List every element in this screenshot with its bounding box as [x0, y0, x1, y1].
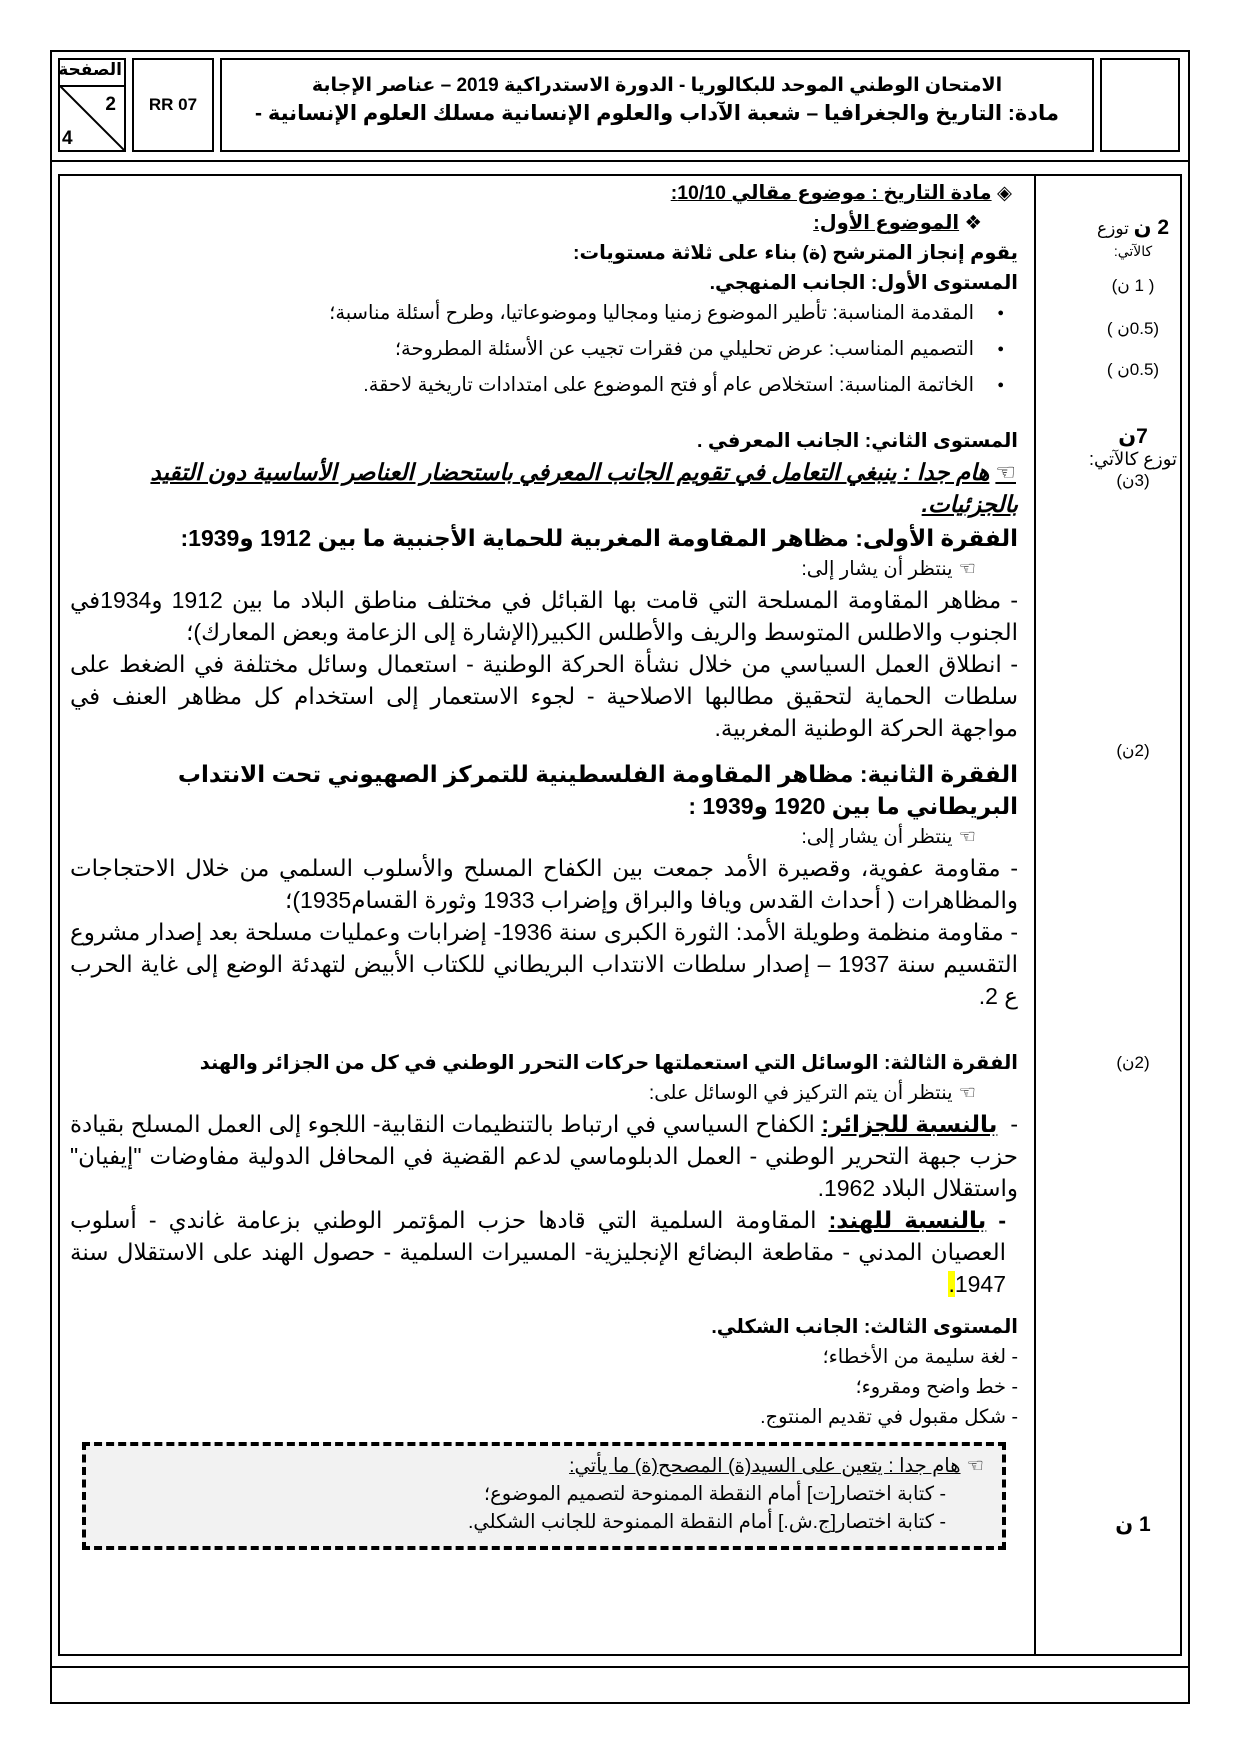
page-number-box — [58, 58, 126, 152]
subject-heading: مادة التاريخ : موضوع مقالي 10/10: — [670, 182, 992, 204]
algeria-text: الكفاح السياسي في ارتباط بالتنظيمات النقابية- اللجوء إلى العمل المسلح بقيادة حزب جبهة التحرير الوطني - العمل الدبلوماسي لدعم القضية في المحافل الدولية مفاوضات "إيفيان" واستقلال البلاد 1962. — [70, 1111, 1018, 1201]
list-item: ● التصميم المناسب: عرض تحليلي من فقرات تجيب عن الأسئلة المطروحة؛ — [70, 334, 974, 364]
exam-header — [52, 52, 1188, 162]
points-level1: 2 ن توزع كالآتي: — [1096, 216, 1170, 259]
important-note: هام جدا : ينبغي التعامل في تقويم الجانب المعرفي باستحضار العناصر الأساسية دون التقيد بالجزئيات. — [150, 459, 1018, 517]
answer-content: ◈ مادة التاريخ : موضوع مقالي 10/10: ❖ الموضوع الأول: يقوم إنجاز المترشح (ة) بناء على ثلاثة مستويات: المستوى الأول: الجانب المنهجي. ● المقدمة المناسبة: تأطير الموضوع زمنيا ومجاليا وموضوعاتيا، وطرح أسئلة مناسبة؛ ● التصميم المناسب: عرض تحليلي من فقرات تجيب عن الأسئلة المطروحة؛ ● الخاتمة المناسبة: استخلاص عام أو فتح الموضوع على امتدادات تاريخية لاحقة. المستوى الثاني: الجانب المعرفي . ☜هام جدا : ينبغي التعامل في تقويم الجانب المعرفي باستحضار العناصر الأساسية دون التقيد بالجزئيات. الفقرة الأولى: مظاهر المقاومة المغربية للحماية الأجنبية ما بين 1912 و1939: ☜ينتظر أن يشار إلى: - مظاهر المقاومة المسلحة التي قامت بها القبائل في مختلف مناطق البلاد ما بين 1912 و1934في الجنوب والاطلس المتوسط والريف والأطلس الكبير(الإشارة إلى الزعامة وبعض المعارك)؛ - انطلاق العمل السياسي من خلال نشأة الحركة الوطنية - استعمال وسائل مختلفة في الضغط على سلطات الحماية لتحقيق مطالبها الاصلاحية - لجوء الاستعمار إلى استخدام كل مظاهر العنف في مواجهة الحركة الوطنية المغربية. الفقرة الثانية: مظاهر المقاومة الفلسطينية للتمركز الصهيوني تحت الانتداب البريطاني ما بين 1920 و1939 : ☜ينتظر أن يشار إلى: - مقاومة عفوية، وقصيرة الأمد جمعت بين الكفاح المسلح والأسلوب السلمي من خلال الاحتجاجات والمظاهرات ( أحداث القدس ويافا والبراق وإضراب 1933 وثورة القسام1935)؛ - مقاومة منظمة وطويلة الأمد: الثورة الكبرى سنة 1936- إضرابات وعمليات مسلحة بعد إصدار مشروع التقسيم سنة 1937 – إصدار سلطات الانتداب البريطاني للكتاب الأبيض لتهدئة الوضع إلى غاية الحرب ع 2. الفقرة الثالثة: الوسائل التي استعملتها حركات التحرر الوطني في كل من الجزائر والهند ☜ينتظر أن يتم التركيز في الوسائل على: - بالنسبة للجزائر: الكفاح السياسي في ارتباط بالتنظيمات النقابية- اللجوء إلى العمل المسلح بقيادة حزب جبهة التحرير الوطني - العمل الدبلوماسي لدعم القضية في المحافل الدولية مفاوضات "إيفيان" واستقلال البلاد 1962. - بالنسبة للهند: المقاومة السلمية التي قادها حزب المؤتمر الوطني بزعامة غاندي - أسلوب العصيان المدني - مقاطعة البضائع الإنجليزية- المسيرات السلمية - حصول الهند على الاستقلال سنة 1947. المستوى الثالث: الجانب الشكلي. - لغة سليمة من الأخطاء؛ - خط واضح ومقروء؛ - شكل مقبول في تقديم المنتوج. ☜هام جدا : يتعين على السيد(ة) المصحح(ة) ما يأتي: - كتابة اختصار[ت] أمام النقطة الممنوحة لتصميم الموضوع؛ - كتابة اختصار[ج.ش.] أمام النقطة الممنوحة للجانب الشكلي. — [70, 178, 1018, 1550]
points-para2: (2ن) — [1116, 741, 1150, 760]
pointing-hand-icon: ☜ — [958, 826, 976, 848]
para2-text2: - مقاومة منظمة وطويلة الأمد: الثورة الكبرى سنة 1936- إضرابات وعمليات مسلحة بعد إصدار مشروع التقسيم سنة 1937 – إصدار سلطات الانتداب البريطاني للكتاب الأبيض لتهدئة الوضع إلى غاية الحرب ع 2. — [70, 919, 1018, 1009]
level1-heading: المستوى الأول: الجانب المنهجي. — [709, 272, 1018, 294]
para2-expect: ينتظر أن يشار إلى: — [801, 826, 953, 848]
india-text: المقاومة السلمية التي قادها حزب المؤتمر الوطني بزعامة غاندي - أسلوب العصيان المدني - مقاطعة البضائع الإنجليزية- المسيرات السلمية - حصول الهند على الاستقلال سنة 1947 — [70, 1207, 1006, 1297]
exam-title-line2: - مادة: التاريخ والجغرافيا – شعبة الآداب والعلوم الإنسانية مسلك العلوم الإنسانية — [255, 102, 1059, 125]
para2-text1: - مقاومة عفوية، وقصيرة الأمد جمعت بين الكفاح المسلح والأسلوب السلمي من خلال الاحتجاجات والمظاهرات ( أحداث القدس ويافا والبراق وإضراب 1933 وثورة القسام1935)؛ — [70, 855, 1018, 913]
page-number: 2 — [105, 94, 116, 115]
exam-code: RR 07 — [132, 58, 214, 152]
points-para3: (2ن) — [1116, 1053, 1150, 1072]
para1-text1: - مظاهر المقاومة المسلحة التي قامت بها القبائل في مختلف مناطق البلاد ما بين 1912 و1934في الجنوب والاطلس المتوسط والريف والأطلس الكبير(الإشارة إلى الزعامة وبعض المعارك)؛ — [70, 587, 1018, 645]
exam-title-line1: الامتحان الوطني الموحد للبكالوريا - الدورة الاستدراكية 2019 – عناصر الإجابة — [311, 75, 1003, 96]
para2-heading: الفقرة الثانية: مظاهر المقاومة الفلسطينية للتمركز الصهيوني تحت الانتداب البريطاني ما بين 1920 و1939 : — [177, 761, 1018, 819]
para3-heading: الفقرة الثالثة: الوسائل التي استعملتها حركات التحرر الوطني في كل من الجزائر والهند — [199, 1052, 1018, 1074]
para3-expect: ينتظر أن يتم التركيز في الوسائل على: — [648, 1082, 953, 1104]
empty-box — [1100, 58, 1180, 152]
points-intro: ( 1 ن) — [1111, 276, 1155, 295]
diamond-bullet-icon: ◈ — [997, 182, 1012, 204]
list-item: - شكل مقبول في تقديم المنتوج. — [760, 1406, 1018, 1428]
para1-heading: الفقرة الأولى: مظاهر المقاومة المغربية للحماية الأجنبية ما بين 1912 و1939: — [180, 525, 1018, 551]
india-label: بالنسبة للهند: — [828, 1207, 987, 1233]
list-item: ● المقدمة المناسبة: تأطير الموضوع زمنيا ومجاليا وموضوعاتيا، وطرح أسئلة مناسبة؛ — [70, 298, 974, 328]
pointing-hand-icon: ☜ — [966, 1455, 984, 1477]
para1-text2: - انطلاق العمل السياسي من خلال نشأة الحركة الوطنية - استعمال وسائل مختلفة في الضغط على سلطات الحماية لتحقيق مطالبها الاصلاحية - لجوء الاستعمار إلى استخدام كل مظاهر العنف في مواجهة الحركة الوطنية المغربية. — [70, 651, 1018, 741]
page-label: الصفحة — [58, 60, 122, 79]
highlight-mark: . — [948, 1271, 955, 1297]
list-item: - كتابة اختصار[ت] أمام النقطة الممنوحة لتصميم الموضوع؛ — [483, 1483, 946, 1505]
levels-intro: يقوم إنجاز المترشح (ة) بناء على ثلاثة مستويات: — [573, 242, 1018, 264]
exam-title-box — [220, 58, 1094, 152]
pointing-hand-icon: ☜ — [958, 558, 976, 580]
level1-list — [70, 298, 1018, 400]
level2-heading: المستوى الثاني: الجانب المعرفي . — [697, 430, 1018, 452]
list-item: ● الخاتمة المناسبة: استخلاص عام أو فتح الموضوع على امتدادات تاريخية لاحقة. — [70, 370, 974, 400]
note-box-title: هام جدا : يتعين على السيد(ة) المصحح(ة) ما يأتي: — [569, 1455, 961, 1477]
points-conclusion: (0.5ن ) — [1106, 360, 1160, 379]
para1-expect: ينتظر أن يشار إلى: — [801, 558, 953, 580]
page-total: 4 — [62, 128, 73, 149]
star-bullet-icon: ❖ — [964, 212, 982, 234]
list-item: - خط واضح ومقروء؛ — [855, 1376, 1018, 1398]
points-level2: 7ن توزع كالآتي: (3ن) — [1088, 425, 1178, 490]
page-frame — [50, 50, 1190, 1704]
pointing-hand-icon: ☜ — [995, 459, 1016, 485]
list-item: - لغة سليمة من الأخطاء؛ — [822, 1346, 1018, 1368]
points-design: (0.5ن ) — [1106, 319, 1160, 338]
corrector-note-box — [82, 1442, 1006, 1550]
topic-heading: الموضوع الأول: — [813, 212, 960, 234]
algeria-label: بالنسبة للجزائر: — [821, 1111, 998, 1137]
list-item: - كتابة اختصار[ج.ش.] أمام النقطة الممنوحة للجانب الشكلي. — [467, 1511, 946, 1533]
points-level3: 1 ن — [1115, 1513, 1151, 1536]
level3-heading: المستوى الثالث: الجانب الشكلي. — [711, 1316, 1018, 1338]
pointing-hand-icon: ☜ — [958, 1082, 976, 1104]
